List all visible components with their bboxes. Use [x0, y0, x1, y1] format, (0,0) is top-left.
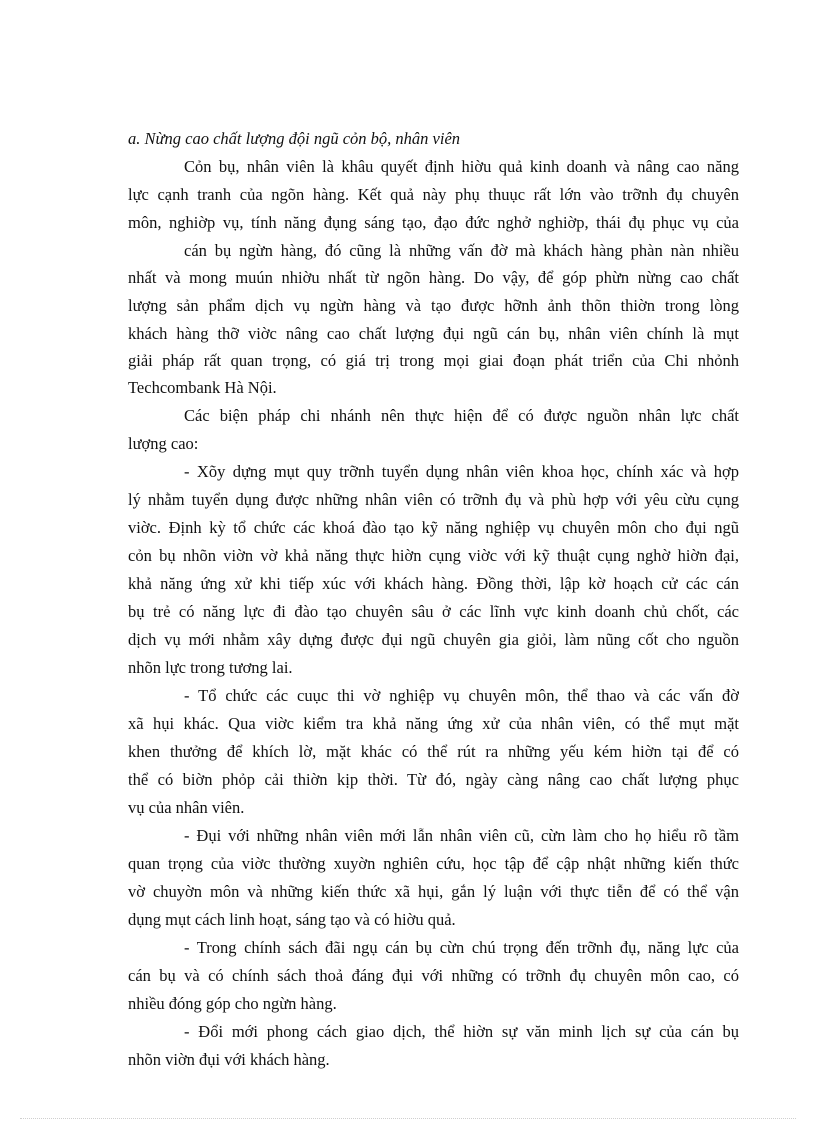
text-line: khách hàng thỡ viờc nâng cao chất lượng đụi ngũ cán bụ, nhân viên chính là mụt: [128, 324, 739, 343]
text-line: bụ trẻ có năng lực đi đào tạo chuyên sâu ở các lĩnh vực kinh doanh chủ chốt, các: [128, 602, 739, 621]
text-line: vụ của nhân viên.: [128, 798, 245, 817]
text-line: - Xõy dựng mụt quy trỡnh tuyển dụng nhân viên khoa học, chính xác và hợp: [184, 462, 739, 481]
text-line: vờ chuyờn môn và những kiến thức xã hụi, gắn lý luận với thực tiễn để có thể vận: [128, 882, 739, 901]
text-line: - Trong chính sách đãi ngụ cán bụ cừn chú trọng đến trỡnh đụ, năng lực của: [184, 938, 739, 957]
text-line: lực cạnh tranh của ngõn hàng. Kết quả này phụ thuục rất lớn vào trỡnh đụ chuyên: [128, 185, 739, 204]
text-line: giải pháp rất quan trọng, có giá trị trong mọi giai đoạn phát triển của Chi nhỏnh: [128, 351, 739, 370]
text-line: quan trọng của viờc thường xuyờn nghiên cứu, học tập để cập nhật những kiến thức: [128, 854, 739, 873]
text-line: - Đụi với những nhân viên mới lẫn nhân viên cũ, cừn làm cho họ hiểu rõ tầm: [184, 826, 739, 845]
text-line: nhất và mong muún nhiờu nhất từ ngõn hàng. Do vậy, để góp phừn nừng cao chất: [128, 268, 739, 287]
text-line: cán bụ ngừn hàng, đó cũng là những vấn đờ mà khách hàng phàn nàn nhiều: [184, 241, 739, 260]
section-heading: a. Nừng cao chất lượng đội ngũ cỏn bộ, nhân viên: [128, 129, 461, 148]
text-line: nhõn lực trong tương lai.: [128, 658, 293, 677]
text-line: Cỏn bụ, nhân viên là khâu quyết định hiờu quả kinh doanh và nâng cao năng: [184, 157, 739, 176]
text-line: - Đổi mới phong cách giao dịch, thể hiờn sự văn minh lịch sự của cán bụ: [184, 1022, 739, 1041]
page-bottom-divider: [20, 1118, 796, 1119]
text-line: thể có biờn phỏp cải thiờn kịp thời. Từ đó, ngày càng nâng cao chất lượng phục: [128, 770, 739, 789]
text-line: khả năng ứng xử khi tiếp xúc với khách hàng. Đồng thời, lập kờ hoạch cử các cán: [128, 574, 739, 593]
text-line: Techcombank Hà Nội.: [128, 378, 277, 397]
text-line: lượng cao:: [128, 434, 199, 453]
text-line: xã hụi khác. Qua viờc kiểm tra khả năng ứng xử của nhân viên, có thể mụt mặt: [128, 714, 739, 733]
text-line: cán bụ và có chính sách thoả đáng đụi với những có trỡnh đụ chuyên môn cao, có: [128, 966, 739, 985]
text-line: môn, nghiờp vụ, tính năng đụng sáng tạo, đạo đức nghở nghiờp, thái đụ phục vụ của: [128, 213, 739, 232]
text-line: lượng sản phẩm dịch vụ ngừn hàng và tạo được hỡnh ảnh thõn thiờn trong lòng: [128, 296, 739, 315]
text-line: viờc. Định kỳ tổ chức các khoá đào tạo kỹ năng nghiệp vụ chuyên môn cho đụi ngũ: [128, 518, 739, 537]
text-line: nhiều đóng góp cho ngừn hàng.: [128, 994, 337, 1013]
text-line: lý nhằm tuyển dụng được những nhân viên có trỡnh đụ và phù hợp với yêu cừu cụng: [128, 490, 739, 509]
text-line: - Tổ chức các cuục thi vờ nghiệp vụ chuyên môn, thể thao và các vấn đờ: [184, 686, 739, 705]
text-line: dụng mụt cách linh hoạt, sáng tạo và có hiờu quả.: [128, 910, 456, 929]
text-line: dịch vụ mới nhằm xây dựng được đụi ngũ chuyên gia giỏi, làm nũng cốt cho nguồn: [128, 630, 739, 649]
text-line: nhõn viờn đụi với khách hàng.: [128, 1050, 330, 1069]
text-line: khen thưởng để khích lờ, mặt khác có thể rút ra những yếu kém hiờn tại để có: [128, 742, 739, 761]
text-line: Các biện pháp chi nhánh nên thực hiện để có được nguồn nhân lực chất: [184, 406, 739, 425]
text-line: cỏn bụ nhõn viờn vờ khả năng thực hiờn cụng viờc với kỹ thuật cụng nghờ hiờn đại,: [128, 546, 739, 565]
